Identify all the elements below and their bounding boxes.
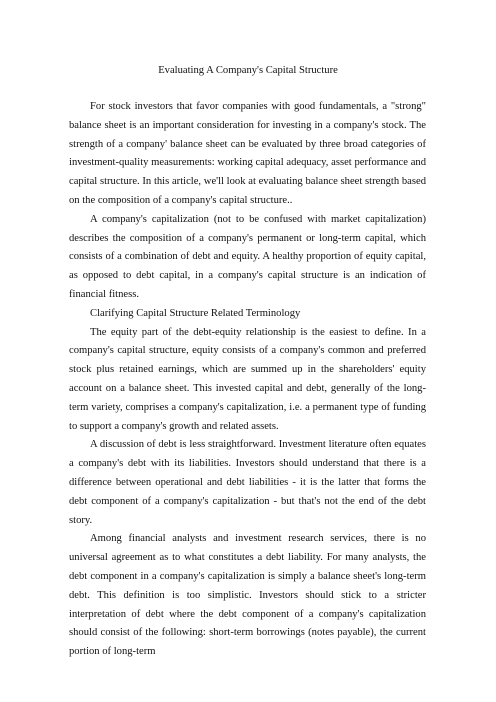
paragraph-debt-definition: Among financial analysts and investment research services, there is no universal agreement as to what constitutes a debt liability. For many analysts, the debt component in a company's capitalization is simply a balance sheet's long-term debt. This definition is too simplistic. Investors should stick to a stricter interpretation of debt where the debt component of a company's capitalization should consist of the following: short-term borrowings (notes payable), the current portion of long-term [69, 533, 426, 658]
paragraph-equity: The equity part of the debt-equity relationship is the easiest to define. In a company's capital structure, equity consists of a company's common and preferred stock plus retained earnings, which are summed up in the shareholders' equity account on a balance sheet. This invested capital and debt, generally of the long-term variety, comprises a company's capitalization, i.e. a permanent type of funding to support a company's growth and related assets. [69, 326, 426, 432]
paragraph-capitalization: A company's capitalization (not to be confused with market capitalization) describes the composition of a company's permanent or long-term capital, which consists of a combination of debt and equity. A healthy proportion of equity capital, as opposed to debt capital, in a company's capital structure is an indication of financial fitness. [69, 213, 426, 300]
document-body [69, 98, 426, 662]
paragraph-debt: A discussion of debt is less straightforward. Investment literature often equates a company's debt with its liabilities. Investors should understand that there is a difference between operational and debt liabilities - it is the latter that forms the debt component of a company's capitalization - but that's not the end of the debt story. [69, 439, 426, 526]
section-heading: Clarifying Capital Structure Related Terminology [90, 307, 301, 319]
paragraph-intro: For stock investors that favor companies with good fundamentals, a "strong" balance sheet is an important consideration for investing in a company's stock. The strength of a company' balance sheet can be evaluated by three broad categories of investment-quality measurements: working capital adequacy, asset performance and capital structure. In this article, we'll look at evaluating balance sheet strength based on the composition of a company's capital structure.. [69, 101, 426, 206]
document-title: Evaluating A Company's Capital Structure [158, 65, 338, 76]
